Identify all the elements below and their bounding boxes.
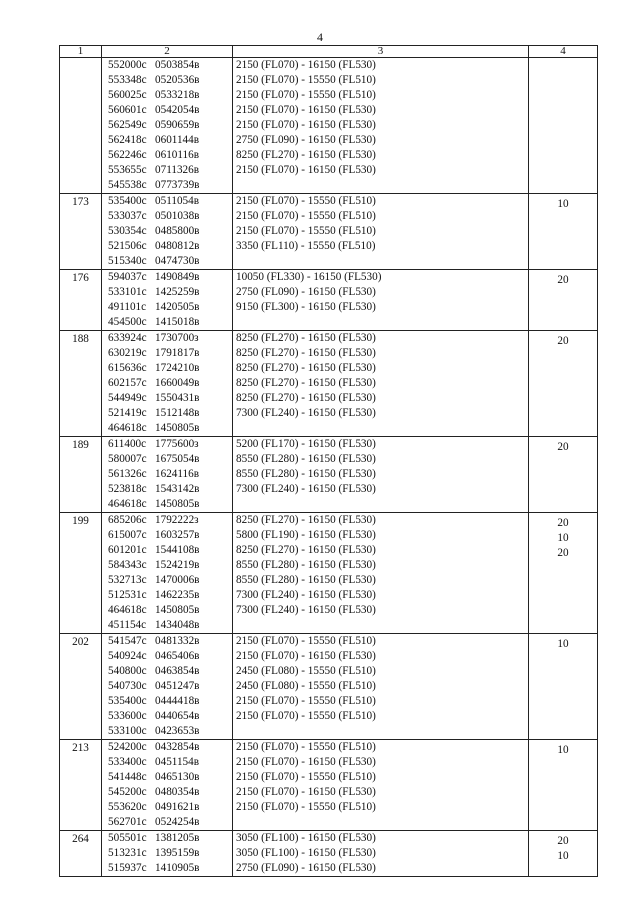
value-cell bbox=[529, 58, 598, 194]
level-range: 3350 (FL110) - 15550 (FL510) bbox=[236, 240, 376, 252]
coordinate-line bbox=[108, 361, 232, 376]
coordinate-line bbox=[108, 178, 232, 193]
latitude: 560025с bbox=[108, 89, 147, 101]
latitude: 533037с bbox=[108, 210, 147, 222]
level-range: 2150 (FL070) - 15550 (FL510) bbox=[236, 74, 376, 86]
coordinate-line bbox=[108, 224, 232, 239]
longitude: 0480812в bbox=[155, 240, 200, 252]
latitude: 524200с bbox=[108, 741, 147, 753]
level-range: 3050 (FL100) - 16150 (FL530) bbox=[236, 832, 376, 844]
level-range: 2150 (FL070) - 16150 (FL530) bbox=[236, 786, 376, 798]
level-range: 2150 (FL070) - 15550 (FL510) bbox=[236, 195, 376, 207]
coordinates-cell bbox=[102, 58, 233, 194]
latitude: 553620с bbox=[108, 801, 147, 813]
value-cell bbox=[529, 831, 598, 877]
coordinate-line bbox=[108, 254, 232, 269]
longitude: 1792222з bbox=[155, 514, 199, 526]
longitude: 0474730в bbox=[155, 255, 200, 267]
longitude: 0501038в bbox=[155, 210, 200, 222]
latitude: 451154с bbox=[108, 619, 147, 631]
longitude: 0520536в bbox=[155, 74, 200, 86]
longitude: 0542054в bbox=[155, 104, 200, 116]
level-range: 2450 (FL080) - 15550 (FL510) bbox=[236, 680, 376, 692]
row-number: 188 bbox=[60, 331, 102, 437]
latitude: 533400с bbox=[108, 756, 147, 768]
column-header-4: 4 bbox=[529, 46, 598, 58]
level-range: 8550 (FL280) - 16150 (FL530) bbox=[236, 559, 376, 571]
level-range: 2150 (FL070) - 15550 (FL510) bbox=[236, 695, 376, 707]
coordinate-line bbox=[108, 270, 232, 285]
table-body bbox=[60, 58, 598, 877]
longitude: 0524254в bbox=[155, 816, 200, 828]
level-range: 2150 (FL070) - 15550 (FL510) bbox=[236, 710, 376, 722]
level-range: 2150 (FL070) - 16150 (FL530) bbox=[236, 59, 376, 71]
longitude: 0480354в bbox=[155, 786, 200, 798]
latitude: 544949с bbox=[108, 392, 147, 404]
coordinate-line bbox=[108, 163, 232, 178]
latitude: 512531с bbox=[108, 589, 147, 601]
latitude: 601201с bbox=[108, 544, 147, 556]
latitude: 602157с bbox=[108, 377, 147, 389]
value: 20 bbox=[557, 274, 569, 286]
value: 10 bbox=[557, 638, 569, 650]
coordinate-line bbox=[108, 346, 232, 361]
level-range: 2750 (FL090) - 16150 (FL530) bbox=[236, 862, 376, 874]
coordinates-cell bbox=[102, 194, 233, 270]
levels-cell bbox=[233, 437, 529, 513]
coordinates-cell bbox=[102, 831, 233, 877]
level-range: 2150 (FL070) - 15550 (FL510) bbox=[236, 89, 376, 101]
latitude: 533600с bbox=[108, 710, 147, 722]
latitude: 464618с bbox=[108, 604, 147, 616]
longitude: 1470006в bbox=[155, 574, 200, 586]
longitude: 1544108в bbox=[155, 544, 200, 556]
coordinate-line bbox=[108, 649, 232, 664]
coordinate-line bbox=[108, 300, 232, 315]
longitude: 1450805в bbox=[155, 422, 200, 434]
latitude: 535400с bbox=[108, 195, 147, 207]
coordinate-line bbox=[108, 194, 232, 209]
longitude: 0511054в bbox=[155, 195, 200, 207]
table-row bbox=[60, 194, 598, 270]
coordinate-line bbox=[108, 618, 232, 633]
longitude: 0440654в bbox=[155, 710, 200, 722]
coordinates-cell bbox=[102, 331, 233, 437]
latitude: 615636с bbox=[108, 362, 147, 374]
latitude: 552000с bbox=[108, 59, 147, 71]
levels-cell bbox=[233, 331, 529, 437]
column-header-3: 3 bbox=[233, 46, 529, 58]
level-range: 8550 (FL280) - 16150 (FL530) bbox=[236, 574, 376, 586]
latitude: 521419с bbox=[108, 407, 147, 419]
value: 20 bbox=[557, 441, 569, 453]
level-range: 2750 (FL090) - 16150 (FL530) bbox=[236, 134, 376, 146]
coordinate-line bbox=[108, 785, 232, 800]
coordinate-line bbox=[108, 285, 232, 300]
coordinate-line bbox=[108, 694, 232, 709]
coordinate-line bbox=[108, 497, 232, 512]
row-number bbox=[60, 58, 102, 194]
level-range: 2150 (FL070) - 15550 (FL510) bbox=[236, 225, 376, 237]
coordinate-line bbox=[108, 148, 232, 163]
coordinate-line bbox=[108, 755, 232, 770]
latitude: 454500с bbox=[108, 316, 147, 328]
coordinate-line bbox=[108, 103, 232, 118]
level-range: 5800 (FL190) - 16150 (FL530) bbox=[236, 529, 376, 541]
coordinates-cell bbox=[102, 437, 233, 513]
coordinate-line bbox=[108, 558, 232, 573]
level-range: 8250 (FL270) - 16150 (FL530) bbox=[236, 149, 376, 161]
coordinate-line bbox=[108, 437, 232, 452]
coordinate-line bbox=[108, 543, 232, 558]
coordinate-line bbox=[108, 467, 232, 482]
latitude: 633924с bbox=[108, 332, 147, 344]
coordinate-line bbox=[108, 588, 232, 603]
level-range: 8250 (FL270) - 16150 (FL530) bbox=[236, 332, 376, 344]
latitude: 560601с bbox=[108, 104, 147, 116]
longitude: 0485800в bbox=[155, 225, 200, 237]
longitude: 1512148в bbox=[155, 407, 200, 419]
level-range: 8250 (FL270) - 16150 (FL530) bbox=[236, 392, 376, 404]
table-row bbox=[60, 331, 598, 437]
coordinates-cell bbox=[102, 740, 233, 831]
level-range: 2150 (FL070) - 16150 (FL530) bbox=[236, 104, 376, 116]
level-range: 2150 (FL070) - 16150 (FL530) bbox=[236, 164, 376, 176]
longitude: 1775600з bbox=[155, 438, 199, 450]
level-range: 3050 (FL100) - 16150 (FL530) bbox=[236, 847, 376, 859]
level-range: 2750 (FL090) - 16150 (FL530) bbox=[236, 286, 376, 298]
row-number: 213 bbox=[60, 740, 102, 831]
latitude: 615007с bbox=[108, 529, 147, 541]
coordinate-line bbox=[108, 861, 232, 876]
level-range: 2450 (FL080) - 15550 (FL510) bbox=[236, 665, 376, 677]
level-range: 2150 (FL070) - 15550 (FL510) bbox=[236, 801, 376, 813]
coordinate-line bbox=[108, 376, 232, 391]
coordinate-line bbox=[108, 634, 232, 649]
latitude: 541448с bbox=[108, 771, 147, 783]
coordinate-line bbox=[108, 528, 232, 543]
latitude: 530354с bbox=[108, 225, 147, 237]
value-cell bbox=[529, 513, 598, 634]
longitude: 0590659в bbox=[155, 119, 200, 131]
longitude: 1434048в bbox=[155, 619, 200, 631]
longitude: 0533218в bbox=[155, 89, 200, 101]
levels-cell bbox=[233, 194, 529, 270]
level-range: 2150 (FL070) - 16150 (FL530) bbox=[236, 650, 376, 662]
latitude: 535400с bbox=[108, 695, 147, 707]
row-number: 202 bbox=[60, 634, 102, 740]
coordinate-line bbox=[108, 58, 232, 73]
latitude: 685206с bbox=[108, 514, 147, 526]
level-range: 2150 (FL070) - 16150 (FL530) bbox=[236, 756, 376, 768]
table-row bbox=[60, 634, 598, 740]
table-row bbox=[60, 831, 598, 877]
coordinate-line bbox=[108, 88, 232, 103]
latitude: 540924с bbox=[108, 650, 147, 662]
latitude: 553348с bbox=[108, 74, 147, 86]
longitude: 1543142в bbox=[155, 483, 200, 495]
coordinate-line bbox=[108, 118, 232, 133]
value: 10 bbox=[557, 532, 569, 544]
longitude: 0451154в bbox=[155, 756, 200, 768]
level-range: 2150 (FL070) - 15550 (FL510) bbox=[236, 741, 376, 753]
coordinate-line bbox=[108, 315, 232, 330]
coordinate-line bbox=[108, 513, 232, 528]
longitude: 0465130в bbox=[155, 771, 200, 783]
longitude: 0432854в bbox=[155, 741, 200, 753]
level-range: 8250 (FL270) - 16150 (FL530) bbox=[236, 377, 376, 389]
latitude: 540730с bbox=[108, 680, 147, 692]
latitude: 521506с bbox=[108, 240, 147, 252]
value: 10 bbox=[557, 850, 569, 862]
table-row bbox=[60, 270, 598, 331]
longitude: 1791817в bbox=[155, 347, 200, 359]
latitude: 540800с bbox=[108, 665, 147, 677]
latitude: 541547с bbox=[108, 635, 147, 647]
coordinate-line bbox=[108, 846, 232, 861]
level-range: 9150 (FL300) - 16150 (FL530) bbox=[236, 301, 376, 313]
longitude: 1730700з bbox=[155, 332, 199, 344]
latitude: 515340с bbox=[108, 255, 147, 267]
value-cell bbox=[529, 270, 598, 331]
levels-cell bbox=[233, 831, 529, 877]
row-number: 199 bbox=[60, 513, 102, 634]
latitude: 533101с bbox=[108, 286, 147, 298]
level-range: 8250 (FL270) - 16150 (FL530) bbox=[236, 362, 376, 374]
level-range: 8550 (FL280) - 16150 (FL530) bbox=[236, 453, 376, 465]
coordinate-line bbox=[108, 679, 232, 694]
table-row bbox=[60, 513, 598, 634]
coordinate-line bbox=[108, 73, 232, 88]
coordinates-cell bbox=[102, 513, 233, 634]
coordinates-cell bbox=[102, 634, 233, 740]
longitude: 0481332в bbox=[155, 635, 200, 647]
longitude: 0711326в bbox=[155, 164, 200, 176]
coordinate-line bbox=[108, 740, 232, 755]
longitude: 1420505в bbox=[155, 301, 200, 313]
row-number: 176 bbox=[60, 270, 102, 331]
table-row bbox=[60, 740, 598, 831]
coordinate-line bbox=[108, 239, 232, 254]
latitude: 491101с bbox=[108, 301, 147, 313]
longitude: 1624116в bbox=[155, 468, 200, 480]
latitude: 561326с bbox=[108, 468, 147, 480]
latitude: 562246с bbox=[108, 149, 147, 161]
table-row bbox=[60, 437, 598, 513]
levels-cell bbox=[233, 270, 529, 331]
longitude: 1724210в bbox=[155, 362, 200, 374]
levels-cell bbox=[233, 740, 529, 831]
longitude: 0773739в bbox=[155, 179, 200, 191]
row-number: 189 bbox=[60, 437, 102, 513]
header-row bbox=[60, 46, 598, 58]
coordinate-line bbox=[108, 452, 232, 467]
coordinate-line bbox=[108, 664, 232, 679]
level-range: 2150 (FL070) - 15550 (FL510) bbox=[236, 635, 376, 647]
level-range: 7300 (FL240) - 16150 (FL530) bbox=[236, 407, 376, 419]
longitude: 1462235в bbox=[155, 589, 200, 601]
latitude: 580007с bbox=[108, 453, 147, 465]
latitude: 532713с bbox=[108, 574, 147, 586]
latitude: 562701с bbox=[108, 816, 147, 828]
latitude: 630219с bbox=[108, 347, 147, 359]
value: 20 bbox=[557, 335, 569, 347]
coordinates-cell bbox=[102, 270, 233, 331]
longitude: 0444418в bbox=[155, 695, 200, 707]
latitude: 505501с bbox=[108, 832, 147, 844]
coordinate-line bbox=[108, 209, 232, 224]
latitude: 533100с bbox=[108, 725, 147, 737]
latitude: 562418с bbox=[108, 134, 147, 146]
coordinate-line bbox=[108, 800, 232, 815]
longitude: 0503854в bbox=[155, 59, 200, 71]
column-header-1: 1 bbox=[60, 46, 102, 58]
value-cell bbox=[529, 437, 598, 513]
coordinate-line bbox=[108, 391, 232, 406]
coordinate-line bbox=[108, 573, 232, 588]
level-range: 8250 (FL270) - 16150 (FL530) bbox=[236, 347, 376, 359]
value-cell bbox=[529, 740, 598, 831]
levels-cell bbox=[233, 634, 529, 740]
latitude: 553655с bbox=[108, 164, 147, 176]
longitude: 0451247в bbox=[155, 680, 200, 692]
level-range: 7300 (FL240) - 16150 (FL530) bbox=[236, 604, 376, 616]
value-cell bbox=[529, 331, 598, 437]
levels-cell bbox=[233, 58, 529, 194]
latitude: 594037с bbox=[108, 271, 147, 283]
latitude: 562549с bbox=[108, 119, 147, 131]
coordinate-line bbox=[108, 831, 232, 846]
value: 20 bbox=[557, 547, 569, 559]
longitude: 1660049в bbox=[155, 377, 200, 389]
level-range: 2150 (FL070) - 15550 (FL510) bbox=[236, 771, 376, 783]
value-cell bbox=[529, 194, 598, 270]
longitude: 0465406в bbox=[155, 650, 200, 662]
longitude: 1425259в bbox=[155, 286, 200, 298]
coordinate-line bbox=[108, 406, 232, 421]
latitude: 545538с bbox=[108, 179, 147, 191]
levels-cell bbox=[233, 513, 529, 634]
longitude: 0463854в bbox=[155, 665, 200, 677]
longitude: 1450805в bbox=[155, 604, 200, 616]
level-range: 2150 (FL070) - 16150 (FL530) bbox=[236, 119, 376, 131]
coordinate-line bbox=[108, 815, 232, 830]
coordinate-line bbox=[108, 133, 232, 148]
coordinate-line bbox=[108, 724, 232, 739]
value-cell bbox=[529, 634, 598, 740]
latitude: 464618с bbox=[108, 422, 147, 434]
latitude: 523818с bbox=[108, 483, 147, 495]
coordinate-line bbox=[108, 770, 232, 785]
row-number: 264 bbox=[60, 831, 102, 877]
value: 20 bbox=[557, 517, 569, 529]
latitude: 513231с bbox=[108, 847, 147, 859]
longitude: 1603257в bbox=[155, 529, 200, 541]
longitude: 1490849в bbox=[155, 271, 200, 283]
value: 20 bbox=[557, 835, 569, 847]
level-range: 7300 (FL240) - 16150 (FL530) bbox=[236, 483, 376, 495]
level-range: 8250 (FL270) - 16150 (FL530) bbox=[236, 514, 376, 526]
value: 10 bbox=[557, 198, 569, 210]
level-range: 8250 (FL270) - 16150 (FL530) bbox=[236, 544, 376, 556]
longitude: 1381205в bbox=[155, 832, 200, 844]
longitude: 0423653в bbox=[155, 725, 200, 737]
latitude: 584343с bbox=[108, 559, 147, 571]
coordinate-line bbox=[108, 709, 232, 724]
row-number: 173 bbox=[60, 194, 102, 270]
latitude: 611400с bbox=[108, 438, 147, 450]
level-range: 7300 (FL240) - 16150 (FL530) bbox=[236, 589, 376, 601]
latitude: 545200с bbox=[108, 786, 147, 798]
coordinate-line bbox=[108, 603, 232, 618]
longitude: 1524219в bbox=[155, 559, 200, 571]
longitude: 1415018в bbox=[155, 316, 200, 328]
longitude: 0610116в bbox=[155, 149, 200, 161]
longitude: 1550431в bbox=[155, 392, 200, 404]
column-header-2: 2 bbox=[102, 46, 233, 58]
coordinate-line bbox=[108, 331, 232, 346]
level-range: 2150 (FL070) - 15550 (FL510) bbox=[236, 210, 376, 222]
longitude: 1675054в bbox=[155, 453, 200, 465]
longitude: 0601144в bbox=[155, 134, 200, 146]
page-number: 4 bbox=[317, 30, 323, 44]
longitude: 0491621в bbox=[155, 801, 200, 813]
airspace-table bbox=[59, 45, 598, 877]
longitude: 1450805в bbox=[155, 498, 200, 510]
latitude: 464618с bbox=[108, 498, 147, 510]
level-range: 10050 (FL330) - 16150 (FL530) bbox=[236, 271, 382, 283]
longitude: 1395159в bbox=[155, 847, 200, 859]
latitude: 515937с bbox=[108, 862, 147, 874]
level-range: 8550 (FL280) - 16150 (FL530) bbox=[236, 468, 376, 480]
coordinate-line bbox=[108, 482, 232, 497]
value: 10 bbox=[557, 744, 569, 756]
longitude: 1410905в bbox=[155, 862, 200, 874]
coordinate-line bbox=[108, 421, 232, 436]
level-range: 5200 (FL170) - 16150 (FL530) bbox=[236, 438, 376, 450]
table-row bbox=[60, 58, 598, 194]
